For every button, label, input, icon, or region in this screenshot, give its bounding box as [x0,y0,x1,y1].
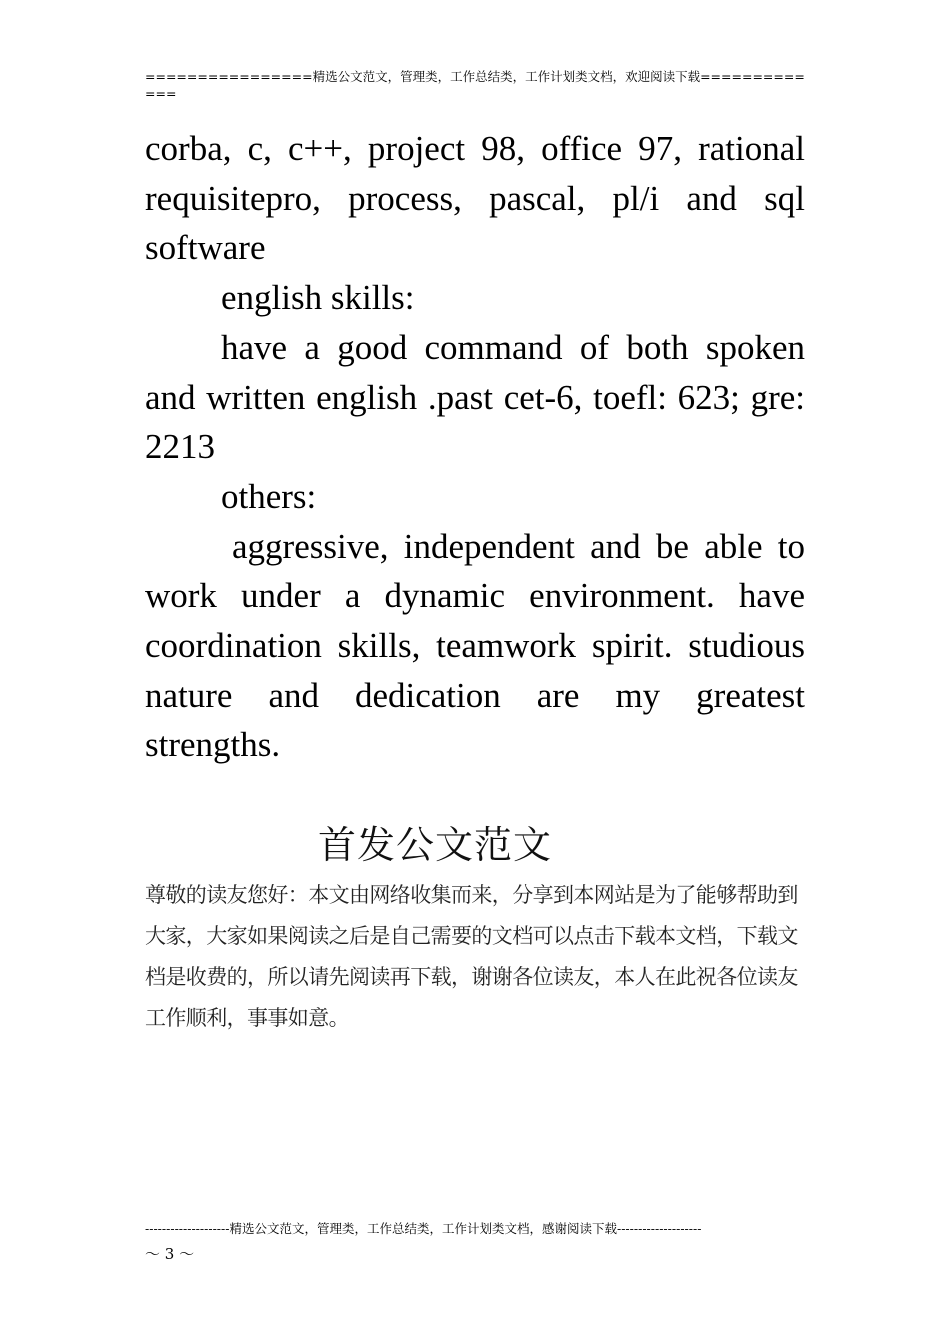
page-footer: --------------------精选公文范文，管理类，工作总结类，工作计划类文档，感谢阅读下载-------------------- [145,1221,702,1236]
page-number: ～ 3 ～ [145,1245,195,1263]
others-paragraph: aggressive, independent and be able to work under a dynamic environment. have coordination skills, teamwork spirit. studious nature and dedication are my greatest strengths. [145,526,805,765]
promo-title: 首发公文范文 [318,823,553,867]
document-body [145,124,805,770]
promo-note: 尊敬的读友您好：本文由网络收集而来，分享到本网站是为了能够帮助到大家，大家如果阅读之后是自己需要的文档可以点击下载本文档，下载文档是收费的，所以请先阅读再下载，谢谢各位读友，本人在此祝各位读友工作顺利，事事如意。 [145,883,798,1030]
page-header: ================精选公文范文，管理类，工作总结类，工作计划类文档，欢迎阅读下载============= [145,69,805,101]
english-skills-heading: english skills: [221,278,415,318]
software-skills-paragraph: corba, c, c++, project 98, office 97, rational requisitepro, process, pascal, pl/i and sql software [145,129,805,268]
english-skills-paragraph: have a good command of both spoken and written english .past cet-6, toefl: 623; gre: 2213 [145,327,805,467]
others-heading: others: [221,476,317,516]
